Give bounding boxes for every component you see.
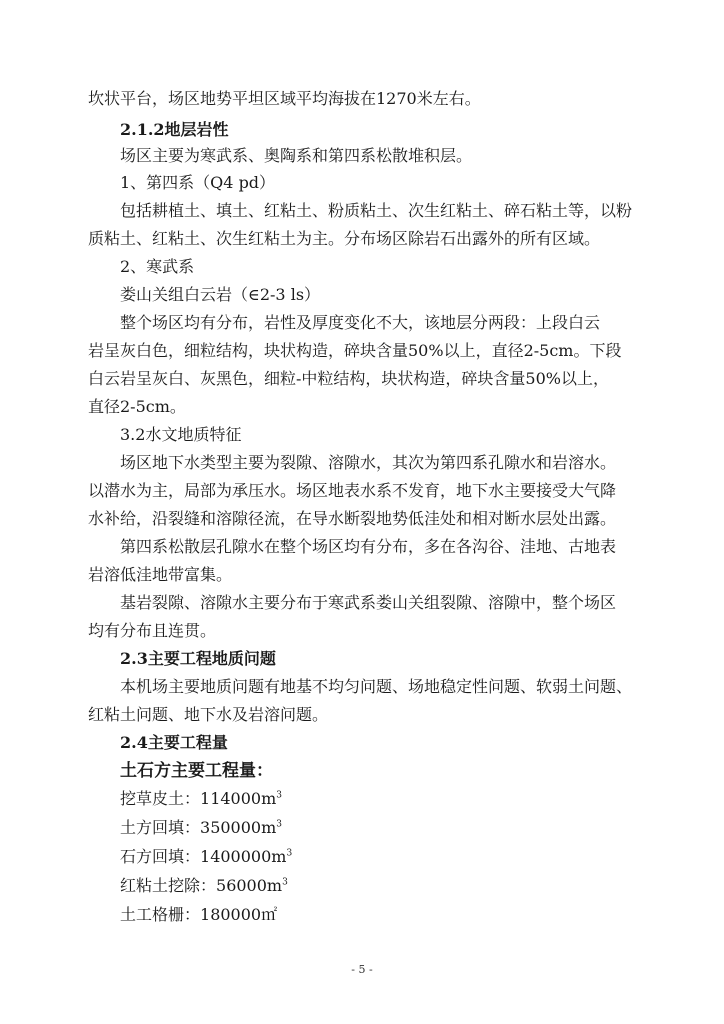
paragraph-line: 整个场区均有分布，岩性及厚度变化不大，该地层分两段：上段白云 xyxy=(120,313,601,332)
section-heading-2-4: 2.4主要工程量 xyxy=(120,733,228,752)
quantity-value: 114000m xyxy=(200,789,277,808)
paragraph-line: 红粘土问题、地下水及岩溶问题。 xyxy=(88,705,329,724)
paragraph-line: 均有分布且连贯。 xyxy=(88,621,217,640)
paragraph-line: 岩呈灰白色，细粒结构，块状构造，碎块含量50%以上，直径2-5cm。下段 xyxy=(88,341,622,360)
quantity-item xyxy=(120,873,690,899)
paragraph-line: 包括耕植土、填土、红粘土、粉质粘土、次生红粘土、碎石粘土等，以粉 xyxy=(120,201,633,220)
quantity-value: 350000m xyxy=(200,818,277,837)
section-heading-2-1-2: 2.1.2地层岩性 xyxy=(120,120,229,139)
section-heading-2-3: 2.3主要工程地质问题 xyxy=(120,649,276,668)
quantity-label: 土工格栅： xyxy=(120,905,201,924)
paragraph-line: 场区地下水类型主要为裂隙、溶隙水，其次为第四系孔隙水和岩溶水。 xyxy=(120,453,617,472)
quantity-unit-exponent: 3 xyxy=(276,819,282,830)
list-heading-quaternary: 1、第四系（Q4 pd） xyxy=(120,173,276,192)
paragraph-line: 岩溶低洼地带富集。 xyxy=(88,565,233,584)
quantity-value: 180000㎡ xyxy=(200,905,278,924)
paragraph-line: 娄山关组白云岩（∈2-3 ls） xyxy=(120,285,321,304)
quantity-unit-exponent: 3 xyxy=(286,848,293,859)
paragraph-line: 水补给，沿裂缝和溶隙径流，在导水断裂地势低洼处和相对断水层处出露。 xyxy=(88,509,617,528)
quantity-value: 56000m xyxy=(216,876,283,895)
paragraph-line: 白云岩呈灰白、灰黑色，细粒-中粒结构，块状构造，碎块含量50%以上， xyxy=(88,369,609,388)
quantity-item xyxy=(120,902,690,928)
paragraph-line: 场区主要为寒武系、奥陶系和第四系松散堆积层。 xyxy=(120,146,473,165)
quantity-label: 石方回填： xyxy=(120,847,201,866)
quantity-label: 挖草皮土： xyxy=(120,789,201,808)
quantity-unit-exponent: 3 xyxy=(282,877,288,888)
paragraph-line: 质粘土、红粘土、次生红粘土为主。分布场区除岩石出露外的所有区域。 xyxy=(88,229,601,248)
paragraph-line: 以潜水为主，局部为承压水。场区地表水系不发育，地下水主要接受大气降 xyxy=(88,481,617,500)
paragraph-line: 坎状平台，场区地势平坦区域平均海拔在1270米左右。 xyxy=(88,89,481,108)
section-heading-3-2: 3.2水文地质特征 xyxy=(120,425,242,444)
quantity-label: 红粘土挖除： xyxy=(120,876,217,895)
page-number: - 5 - xyxy=(351,963,373,976)
paragraph-line: 本机场主要地质问题有地基不均匀问题、场地稳定性问题、软弱土问题、 xyxy=(120,677,633,696)
quantity-item xyxy=(120,786,690,812)
quantity-label: 土方回填： xyxy=(120,818,201,837)
earthwork-heading: 土石方主要工程量： xyxy=(120,761,273,781)
quantity-item xyxy=(120,844,690,870)
paragraph-line: 基岩裂隙、溶隙水主要分布于寒武系娄山关组裂隙、溶隙中，整个场区 xyxy=(120,593,617,612)
paragraph-line: 直径2-5cm。 xyxy=(88,397,186,416)
quantity-unit-exponent: 3 xyxy=(276,790,282,801)
paragraph-line: 第四系松散层孔隙水在整个场区均有分布，多在各沟谷、洼地、古地表 xyxy=(120,537,617,556)
list-heading-cambrian: 2、寒武系 xyxy=(120,257,195,276)
quantity-item xyxy=(120,815,690,841)
quantity-value: 1400000m xyxy=(200,847,287,866)
